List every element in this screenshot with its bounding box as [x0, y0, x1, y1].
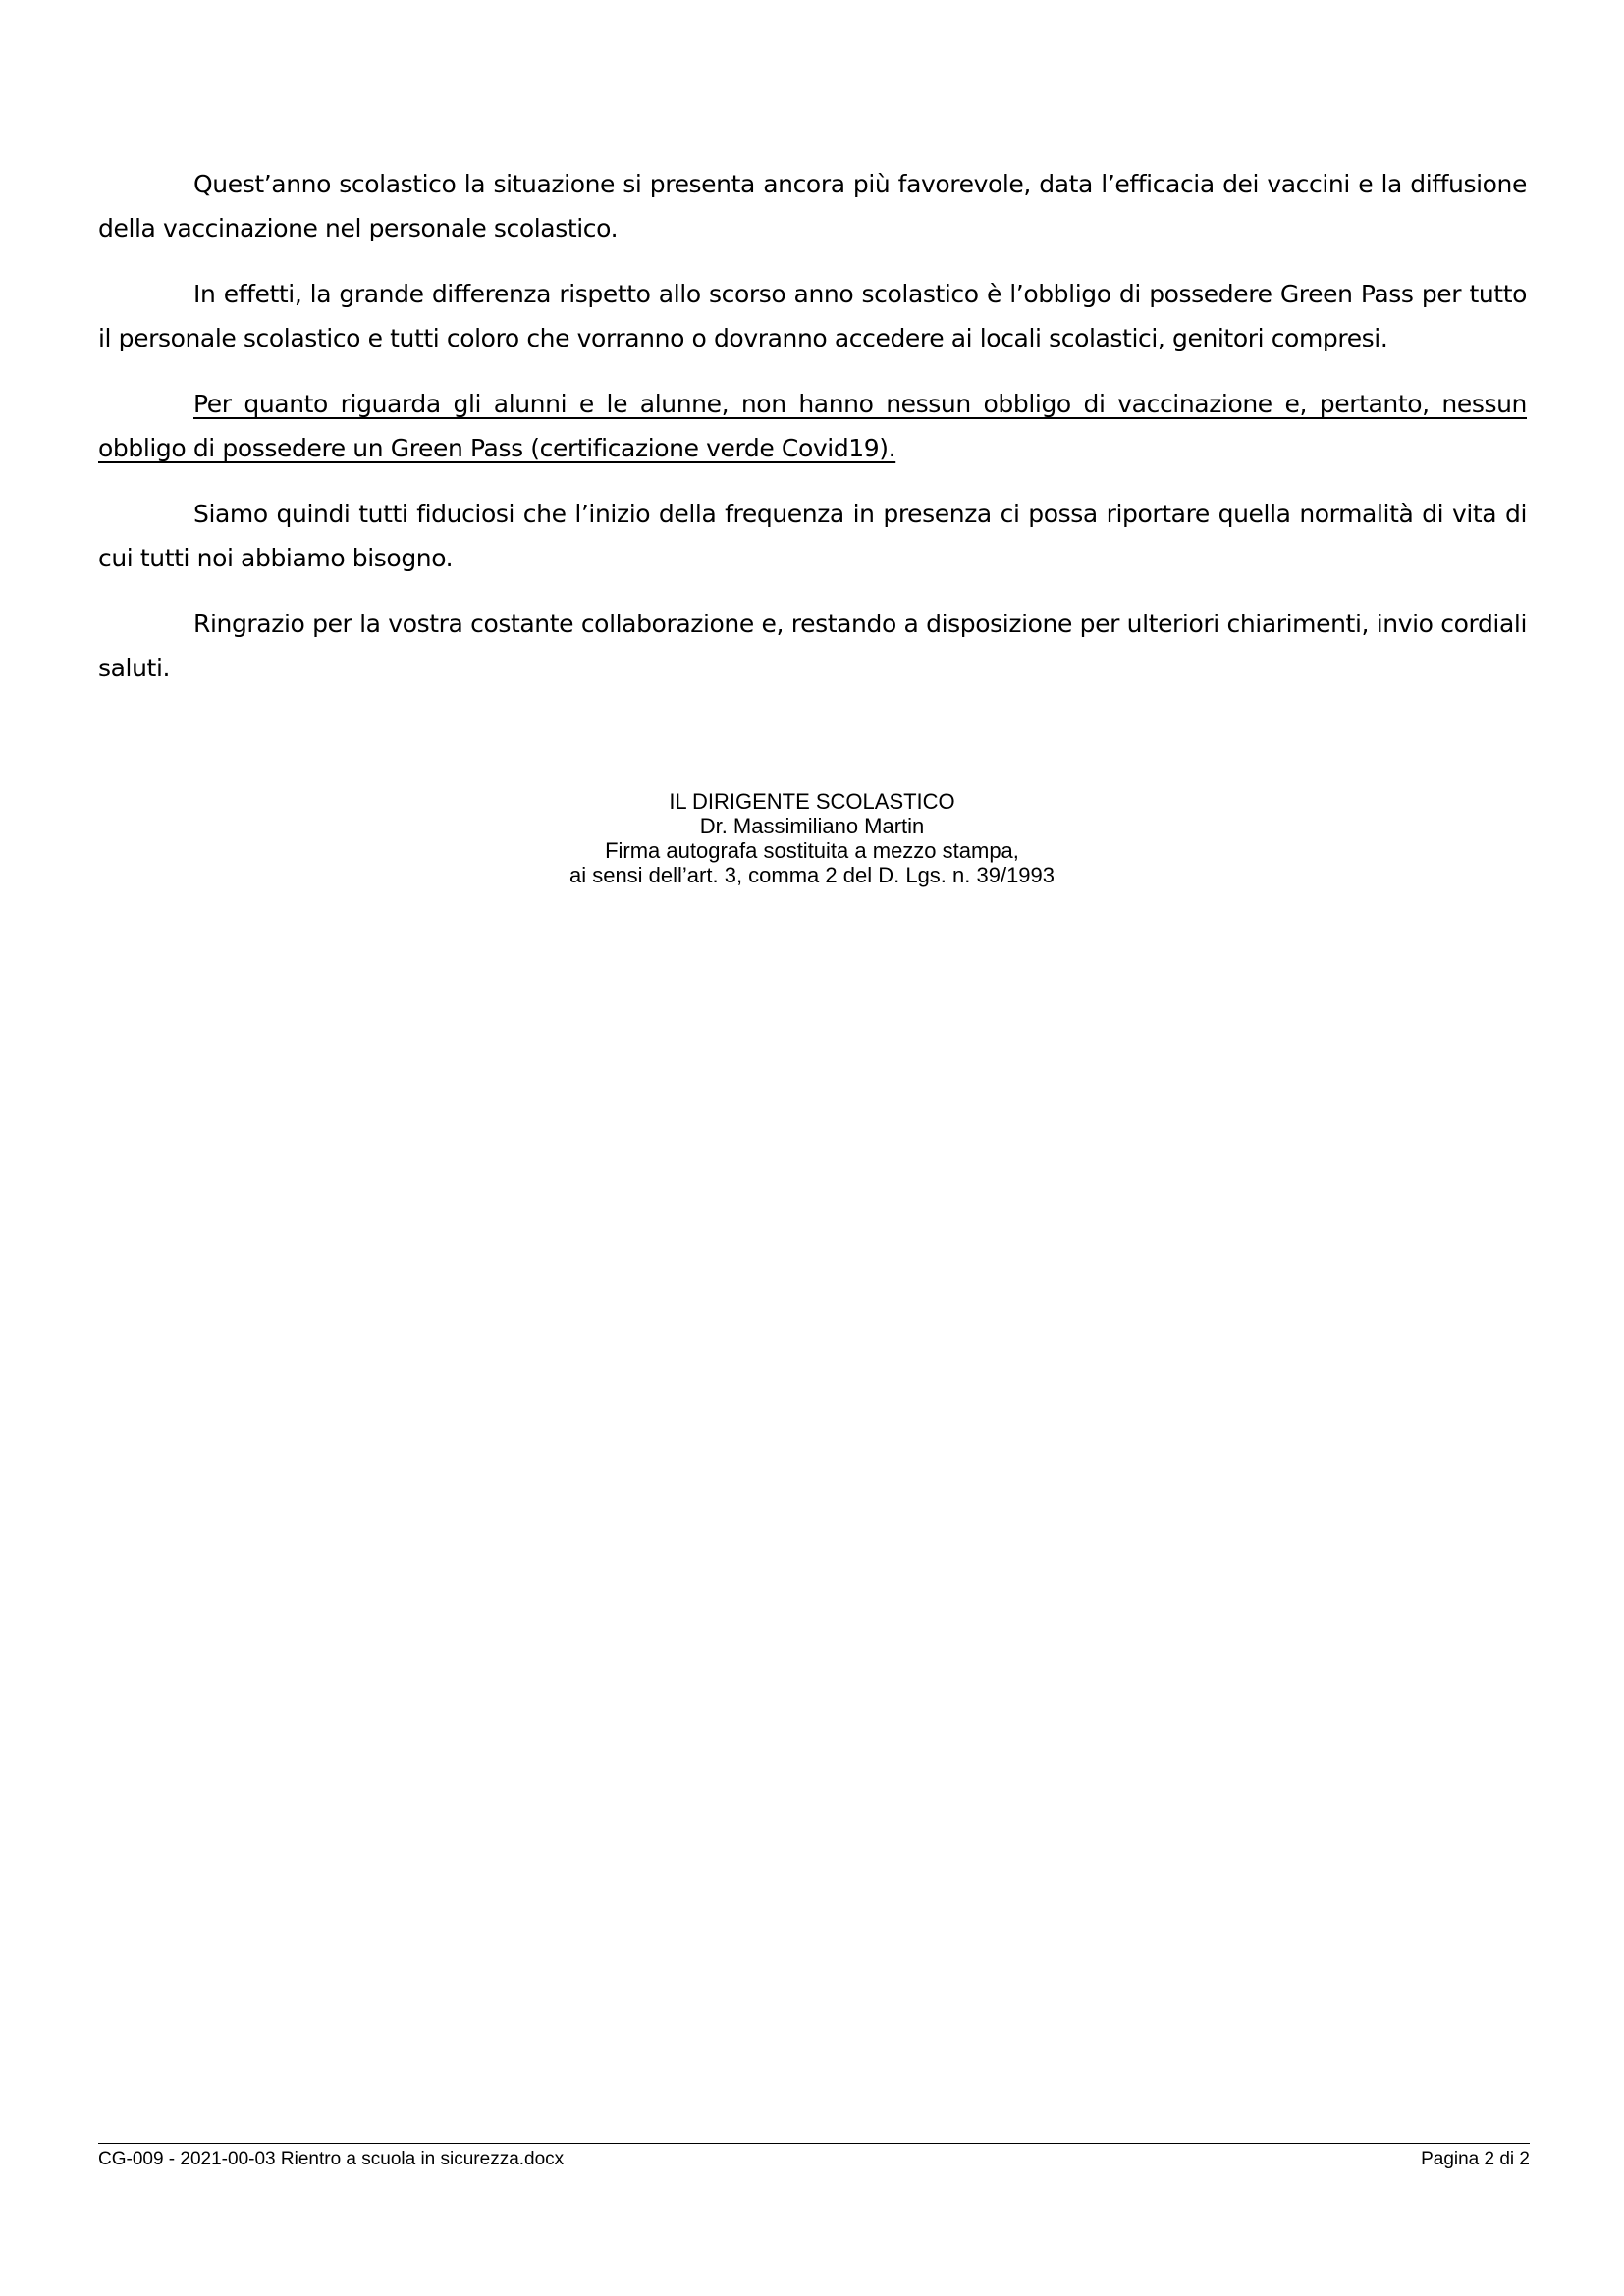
footer-divider — [98, 2143, 1530, 2144]
paragraph-confidence: Siamo quindi tutti fiduciosi che l’inizio della frequenza in presenza ci possa riportare quella normalità di vita di cui tutti noi abbiamo bisogno. — [98, 500, 1527, 572]
footer-document-ref: CG-009 - 2021-00-03 Rientro a scuola in sicurezza.docx — [98, 2149, 565, 2169]
signature-block — [0, 789, 1624, 887]
paragraph-students-exemption — [98, 382, 1527, 470]
paragraph-students-exemption-text: Per quanto riguarda gli alunni e le alunne, non hanno nessun obbligo di vaccinazione e, pertanto, nessun obbligo di possedere un Green Pass (certificazione verde Covid19). — [98, 390, 1527, 462]
paragraph-thanks: Ringrazio per la vostra costante collaborazione e, restando a disposizione per ulteriori chiarimenti, invio cordiali saluti. — [98, 610, 1527, 682]
letter-body — [98, 162, 1527, 712]
footer-page-indicator: Pagina 2 di 2 — [1421, 2149, 1530, 2169]
signature-note-line1: Firma autografa sostituita a mezzo stampa, — [605, 838, 1019, 863]
paragraph-vaccine-situation: Quest’anno scolastico la situazione si presenta ancora più favorevole, data l’efficacia dei vaccini e la diffusione della vaccinazione nel personale scolastico. — [98, 170, 1527, 242]
signature-role: IL DIRIGENTE SCOLASTICO — [669, 789, 955, 814]
signature-name: Dr. Massimiliano Martin — [699, 814, 925, 838]
signature-note-line2: ai sensi dell’art. 3, comma 2 del D. Lgs. n. 39/1993 — [568, 863, 1056, 887]
paragraph-green-pass-obligation: In effetti, la grande differenza rispetto allo scorso anno scolastico è l’obbligo di possedere Green Pass per tutto il personale scolastico e tutti coloro che vorranno o dovranno accedere ai locali scolastici, genitori compresi. — [98, 280, 1527, 352]
